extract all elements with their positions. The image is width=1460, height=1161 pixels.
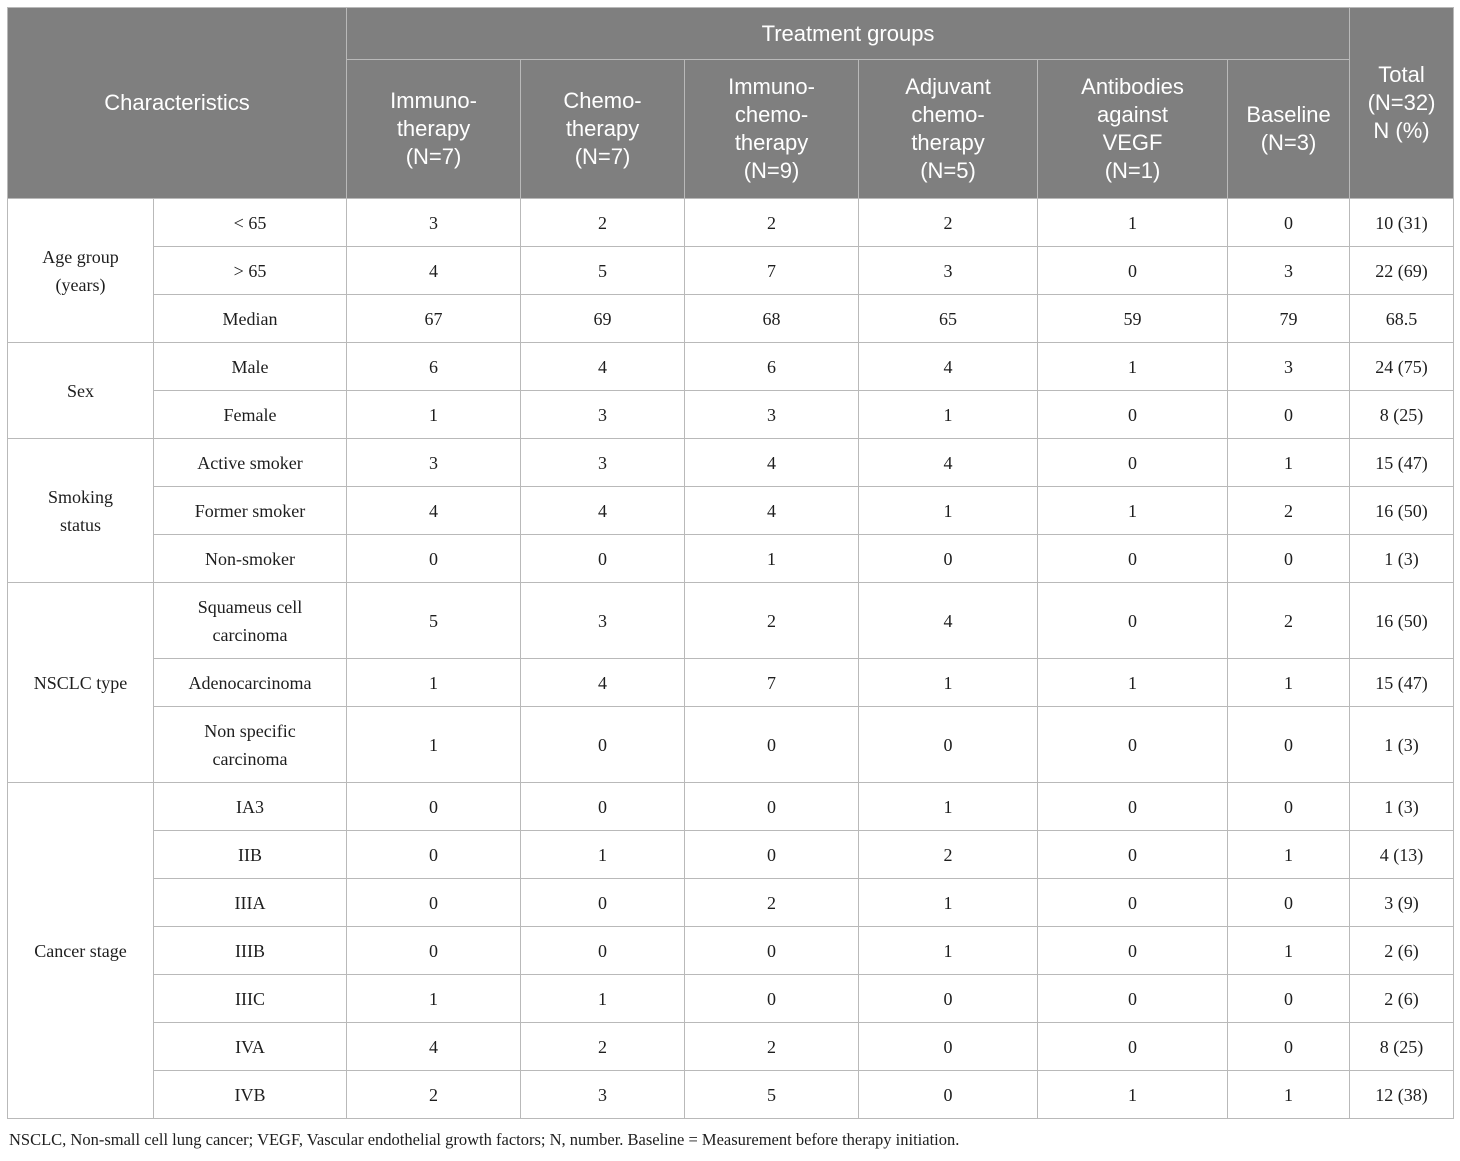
group-header-immunotherapy [347,60,521,199]
value-cell: 3 [521,1071,685,1119]
value-cell: 1 [1228,439,1350,487]
value-cell: 0 [685,707,859,783]
table-row [8,707,1454,783]
value-cell: 4 [521,343,685,391]
group-header-line: Adjuvant [905,74,991,99]
label-line: IA3 [236,796,264,817]
value-cell: 1 [1038,659,1228,707]
label-line: (years) [55,274,106,295]
value-cell: 3 [521,439,685,487]
table-row [8,783,1454,831]
value-cell: 1 [1038,199,1228,247]
value-cell: 3 [685,391,859,439]
row-label [154,707,347,783]
total-cell: 2 (6) [1350,975,1454,1023]
group-header-line: (N=5) [920,158,976,183]
label-line: > 65 [233,260,267,281]
table-row [8,247,1454,295]
group-header-line: Baseline [1246,102,1331,127]
value-cell: 5 [521,247,685,295]
row-label [154,439,347,487]
label-line: Active smoker [197,452,303,473]
value-cell: 65 [859,295,1038,343]
total-cell: 1 (3) [1350,535,1454,583]
group-header-line: Antibodies [1081,74,1184,99]
table-row [8,1071,1454,1119]
value-cell: 1 [347,391,521,439]
value-cell: 3 [347,199,521,247]
value-cell: 0 [1228,975,1350,1023]
value-cell: 0 [521,783,685,831]
label-line: Squameus cell [197,596,303,617]
table-row [8,295,1454,343]
label-line: carcinoma [212,748,288,769]
group-header-chemotherapy [521,60,685,199]
value-cell: 1 [1038,487,1228,535]
label-line: Female [223,404,277,425]
value-cell: 0 [1228,783,1350,831]
group-header-line: (N=1) [1104,158,1161,183]
value-cell: 4 [347,247,521,295]
value-cell: 1 [521,975,685,1023]
value-cell: 4 [859,343,1038,391]
table-footnote: NSCLC, Non-small cell lung cancer; VEGF, Vascular endothelial growth factors; N, number. Baseline = Measurement before therapy initiation. [9,1130,960,1149]
category-label [8,583,154,783]
value-cell: 1 [1228,831,1350,879]
value-cell: 2 [521,1023,685,1071]
label-line: Non specific [204,720,296,741]
table-row [8,975,1454,1023]
total-cell: 2 (6) [1350,927,1454,975]
row-label [154,783,347,831]
row-label [154,199,347,247]
total-cell: 15 (47) [1350,439,1454,487]
value-cell: 0 [1228,199,1350,247]
value-cell: 1 [347,659,521,707]
label-line: IIIB [235,940,265,961]
value-cell: 2 [685,879,859,927]
value-cell: 4 [347,487,521,535]
value-cell: 1 [859,783,1038,831]
value-cell: 1 [859,927,1038,975]
table-row [8,391,1454,439]
row-label [154,879,347,927]
value-cell: 6 [347,343,521,391]
table-row [8,659,1454,707]
group-header-line: (N=7) [405,144,462,169]
value-cell: 0 [1228,707,1350,783]
total-cell: 16 (50) [1350,487,1454,535]
value-cell: 0 [1038,1023,1228,1071]
value-cell: 7 [685,247,859,295]
row-label [154,1023,347,1071]
value-cell: 7 [685,659,859,707]
value-cell: 2 [347,1071,521,1119]
row-label [154,831,347,879]
value-cell: 59 [1038,295,1228,343]
header-row-1 [8,8,1454,60]
group-header-line: VEGF [1102,130,1163,155]
value-cell: 0 [347,535,521,583]
label-line: Sex [67,380,94,401]
group-header-line: Chemo- [563,88,642,113]
row-label [154,583,347,659]
value-cell: 0 [1228,879,1350,927]
group-header-line: therapy [396,116,471,141]
value-cell: 0 [521,927,685,975]
treatment-groups-header: Treatment groups [347,8,1350,60]
group-header-baseline [1228,60,1350,199]
value-cell: 1 [1228,659,1350,707]
group-header-antibodies-vegf [1038,60,1228,199]
total-cell: 4 (13) [1350,831,1454,879]
value-cell: 67 [347,295,521,343]
total-cell: 24 (75) [1350,343,1454,391]
total-cell: 68.5 [1350,295,1454,343]
table-row [8,583,1454,659]
value-cell: 1 [859,487,1038,535]
total-cell: 16 (50) [1350,583,1454,659]
value-cell: 4 [685,439,859,487]
row-label [154,1071,347,1119]
value-cell: 2 [859,831,1038,879]
value-cell: 0 [521,535,685,583]
value-cell: 0 [1038,583,1228,659]
category-label [8,439,154,583]
group-header-line: chemo- [911,102,985,127]
value-cell: 1 [1038,343,1228,391]
value-cell: 2 [685,1023,859,1071]
total-header-line: N (%) [1373,118,1430,143]
value-cell: 2 [1228,487,1350,535]
total-cell: 15 (47) [1350,659,1454,707]
group-header-line: against [1097,102,1168,127]
value-cell: 2 [1228,583,1350,659]
label-line: status [59,514,101,535]
row-label [154,247,347,295]
value-cell: 69 [521,295,685,343]
value-cell: 0 [1038,783,1228,831]
group-header-line: Immuno- [390,88,477,113]
value-cell: 0 [859,535,1038,583]
row-label [154,295,347,343]
value-cell: 4 [521,487,685,535]
label-line: carcinoma [212,624,288,645]
value-cell: 1 [859,391,1038,439]
value-cell: 5 [685,1071,859,1119]
group-header-line: (N=9) [743,158,800,183]
group-header-adjuvant-chemotherapy [859,60,1038,199]
value-cell: 1 [859,879,1038,927]
label-line: IVB [234,1084,266,1105]
value-cell: 0 [1038,391,1228,439]
value-cell: 0 [685,927,859,975]
value-cell: 3 [521,583,685,659]
table-row [8,1023,1454,1071]
label-line: Age group [42,246,119,267]
total-cell: 1 (3) [1350,783,1454,831]
value-cell: 0 [1038,439,1228,487]
value-cell: 1 [347,975,521,1023]
label-line: IIIC [235,988,265,1009]
value-cell: 0 [859,707,1038,783]
total-header-line: (N=32) [1367,90,1436,115]
value-cell: 0 [347,783,521,831]
label-line: Male [231,356,269,377]
total-cell: 10 (31) [1350,199,1454,247]
value-cell: 4 [859,583,1038,659]
value-cell: 3 [859,247,1038,295]
value-cell: 3 [1228,247,1350,295]
value-cell: 0 [1038,535,1228,583]
value-cell: 0 [1228,535,1350,583]
label-line: IVA [235,1036,265,1057]
row-label [154,391,347,439]
characteristics-header: Characteristics [8,8,347,199]
label-line: IIIA [234,892,266,913]
table-row [8,199,1454,247]
characteristics-table [7,7,1454,1119]
value-cell: 0 [347,831,521,879]
value-cell: 0 [685,975,859,1023]
label-line: Median [222,308,278,329]
value-cell: 0 [859,1023,1038,1071]
value-cell: 0 [521,879,685,927]
value-cell: 0 [1038,927,1228,975]
value-cell: 1 [1228,927,1350,975]
group-header-line: (N=3) [1260,130,1317,155]
value-cell: 79 [1228,295,1350,343]
total-cell: 22 (69) [1350,247,1454,295]
label-line: < 65 [233,212,267,233]
total-cell: 8 (25) [1350,1023,1454,1071]
value-cell: 0 [1038,707,1228,783]
group-header-line: therapy [911,130,985,155]
label-line: IIB [238,844,262,865]
value-cell: 0 [1038,975,1228,1023]
value-cell: 1 [1038,1071,1228,1119]
value-cell: 0 [1228,391,1350,439]
label-line: Non-smoker [205,548,295,569]
value-cell: 0 [347,927,521,975]
value-cell: 4 [347,1023,521,1071]
table-row [8,343,1454,391]
label-line: Former smoker [194,500,306,521]
value-cell: 1 [685,535,859,583]
group-header-line: (N=7) [574,144,631,169]
value-cell: 4 [859,439,1038,487]
category-label [8,343,154,439]
table-row [8,439,1454,487]
total-header [1350,8,1454,199]
table-row [8,831,1454,879]
value-cell: 0 [859,1071,1038,1119]
row-label [154,487,347,535]
value-cell: 0 [1038,879,1228,927]
value-cell: 0 [685,783,859,831]
row-label [154,927,347,975]
value-cell: 2 [685,583,859,659]
total-cell: 12 (38) [1350,1071,1454,1119]
row-label [154,975,347,1023]
value-cell: 0 [859,975,1038,1023]
total-header-line: Total [1378,62,1425,87]
label-line: Adenocarcinoma [188,672,312,693]
value-cell: 2 [521,199,685,247]
group-header-line: therapy [734,130,809,155]
value-cell: 5 [347,583,521,659]
row-label [154,659,347,707]
value-cell: 2 [859,199,1038,247]
value-cell: 0 [1038,831,1228,879]
value-cell: 3 [347,439,521,487]
row-label [154,535,347,583]
row-label [154,343,347,391]
table-row [8,927,1454,975]
value-cell: 3 [521,391,685,439]
value-cell: 1 [1228,1071,1350,1119]
value-cell: 0 [1038,247,1228,295]
label-line: Smoking [47,486,113,507]
value-cell: 1 [859,659,1038,707]
value-cell: 4 [521,659,685,707]
table-row [8,535,1454,583]
total-cell: 1 (3) [1350,707,1454,783]
value-cell: 1 [521,831,685,879]
value-cell: 1 [347,707,521,783]
total-cell: 8 (25) [1350,391,1454,439]
value-cell: 4 [685,487,859,535]
value-cell: 0 [347,879,521,927]
group-header-line: Immuno- [728,74,815,99]
category-label [8,199,154,343]
value-cell: 6 [685,343,859,391]
value-cell: 0 [521,707,685,783]
group-header-immunochemotherapy [685,60,859,199]
value-cell: 68 [685,295,859,343]
label-line: Cancer stage [34,940,127,961]
value-cell: 0 [1228,1023,1350,1071]
table-row [8,487,1454,535]
category-label [8,783,154,1119]
value-cell: 2 [685,199,859,247]
table-row [8,879,1454,927]
total-cell: 3 (9) [1350,879,1454,927]
group-header-line: chemo- [734,102,809,127]
value-cell: 0 [685,831,859,879]
value-cell: 3 [1228,343,1350,391]
group-header-line: therapy [565,116,640,141]
table-body [8,199,1454,1119]
label-line: NSCLC type [33,672,128,693]
